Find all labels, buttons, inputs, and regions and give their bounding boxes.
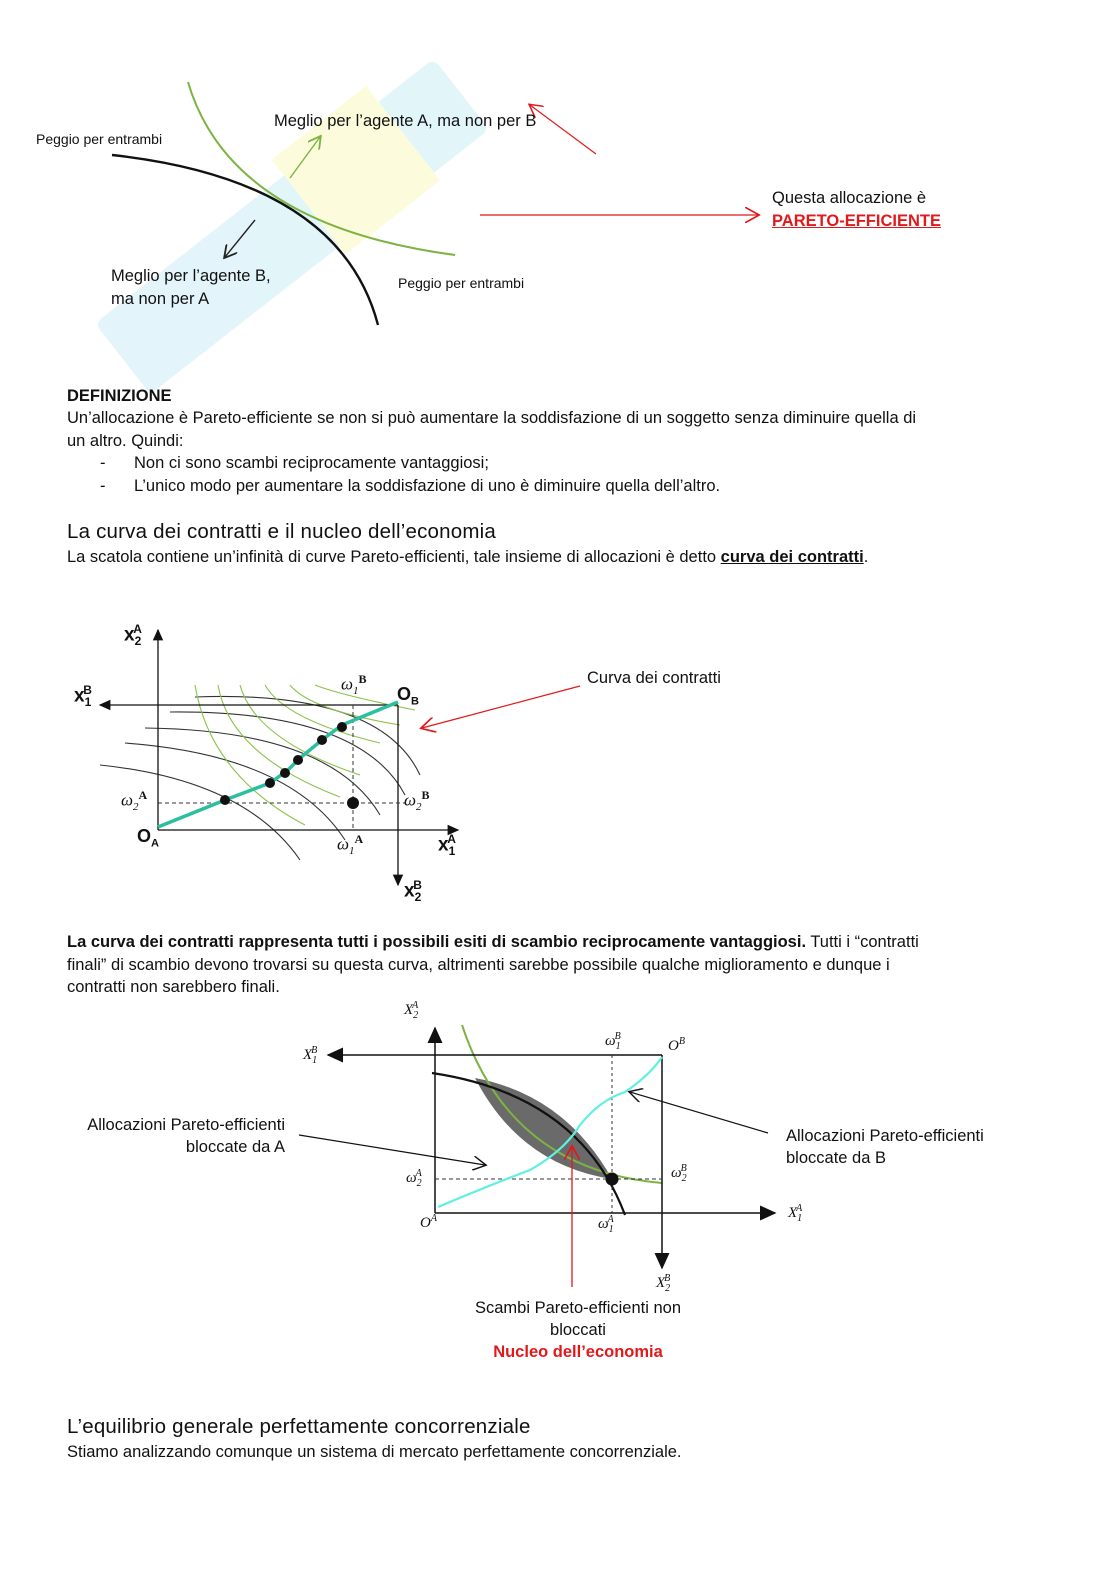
origin-a: $O_A$: [137, 826, 159, 850]
omega-2a: $\omega_2^A$: [406, 1168, 422, 1189]
figure-edgeworth-box: [60, 615, 480, 915]
contract-curve-term: curva dei contratti: [720, 548, 864, 566]
origin-b: $O^B$: [668, 1036, 685, 1054]
paragraph-rest: Tutti i “contratti: [806, 933, 919, 951]
callout-arrow: [410, 680, 590, 740]
figure-pareto-indifference: [0, 60, 1116, 360]
bullet-marker: -: [100, 454, 106, 472]
omega-1b: $\omega_1^B$: [341, 672, 367, 698]
paragraph-bold: La curva dei contratti rappresenta tutti i possibili esiti di scambio reciprocamente vantaggiosi.: [67, 933, 807, 951]
label-better-a: Meglio per l’agente A, ma non per B: [274, 112, 537, 130]
label-x1a: $X_1^A$: [788, 1203, 803, 1224]
label-worse-right: Peggio per entrambi: [398, 275, 525, 291]
text-before: La scatola contiene un’infinità di curve Pareto-efficienti, tale insieme di allocazioni è detto: [67, 548, 721, 566]
arrow-blocked-a: [299, 1135, 485, 1165]
definition-text-1: Un’allocazione è Pareto-efficiente se non si può aumentare la soddisfazione di un soggetto senza diminuire quella di: [67, 409, 917, 427]
tangency-point: [317, 735, 327, 745]
endowment-point: [606, 1173, 619, 1186]
definition-title: DEFINIZIONE: [67, 387, 172, 405]
label-better-b-2: ma non per A: [111, 290, 210, 308]
arrow-blocked-b: [630, 1092, 768, 1133]
tangency-point: [265, 778, 275, 788]
arrow-red-up: [530, 105, 596, 154]
label-better-b-1: Meglio per l’agente B,: [111, 267, 271, 285]
section-contracts-text: [67, 546, 868, 568]
callout-blocked-b: Allocazioni Pareto-efficienti bloccate da B: [786, 1127, 984, 1167]
core-line-1: Scambi Pareto-efficienti non: [474, 1299, 682, 1317]
label-x2b: $x_2^B$: [404, 878, 422, 905]
bullet-item: L’unico modo per aumentare la soddisfazione di uno è diminuire quella dell’altro.: [134, 477, 721, 495]
section-heading-contracts: La curva dei contratti e il nucleo dell’economia: [67, 520, 496, 543]
arrow-better-b: [225, 220, 255, 257]
section-equilibrium-text: Stiamo analizzando comunque un sistema di mercato perfettamente concorrenziale.: [67, 1443, 682, 1461]
omega-2b: $\omega_2^B$: [404, 788, 430, 814]
label-x2a: $x_2^A$: [124, 622, 142, 649]
indifference-curve-a: [188, 82, 455, 255]
endowment-point: [347, 797, 359, 809]
arrow-better-a: [290, 137, 320, 178]
omega-1b: $\omega_1^B$: [605, 1031, 621, 1052]
pareto-efficient-label: PARETO-EFFICIENTE: [772, 212, 941, 230]
omega-2a: $\omega_2^A$: [121, 788, 148, 814]
label-x2b: $X_2^B$: [656, 1273, 671, 1294]
tangency-point: [337, 722, 347, 732]
omega-1a: $\omega_1^A$: [598, 1214, 614, 1235]
tangency-point: [293, 755, 303, 765]
paragraph-contracts-3: contratti non sarebbero finali.: [67, 978, 280, 996]
label-x1b: $X_1^B$: [303, 1045, 318, 1066]
label-x1b: $x_1^B$: [74, 683, 92, 710]
callout-blocked-a: Allocazioni Pareto-efficienti bloccate da A: [87, 1116, 285, 1156]
definition-text-2: un altro. Quindi:: [67, 432, 184, 450]
figure-core-economy: [290, 1000, 850, 1310]
origin-b: $O_B$: [397, 684, 419, 708]
callout-contract-curve: Curva dei contratti: [587, 669, 721, 687]
omega-1a: $\omega_1^A$: [337, 832, 364, 858]
core-line-2: bloccati: [550, 1321, 606, 1339]
paragraph-contracts-2: finali” di scambio devono trovarsi su questa curva, altrimenti sarebbe possibile qualche miglioramento e dunque i: [67, 956, 890, 974]
callout-core: [438, 1297, 718, 1363]
omega-2b: $\omega_2^B$: [671, 1163, 687, 1184]
tangency-point: [280, 768, 290, 778]
paragraph-contracts-1: [67, 931, 919, 953]
bullet-marker: -: [100, 477, 106, 495]
section-heading-equilibrium: L’equilibrio generale perfettamente concorrenziale: [67, 1415, 531, 1438]
conclusion-text: Questa allocazione è: [772, 189, 927, 207]
label-x1a: $x_1^A$: [438, 832, 456, 859]
core-label: Nucleo dell’economia: [493, 1343, 663, 1361]
tangency-point: [220, 795, 230, 805]
bullet-item: Non ci sono scambi reciprocamente vantaggiosi;: [134, 454, 489, 472]
text-after: .: [863, 548, 869, 566]
origin-a: $O^A$: [420, 1213, 437, 1231]
label-worse-left: Peggio per entrambi: [36, 131, 163, 147]
label-x2a: $X_2^A$: [404, 1000, 419, 1021]
